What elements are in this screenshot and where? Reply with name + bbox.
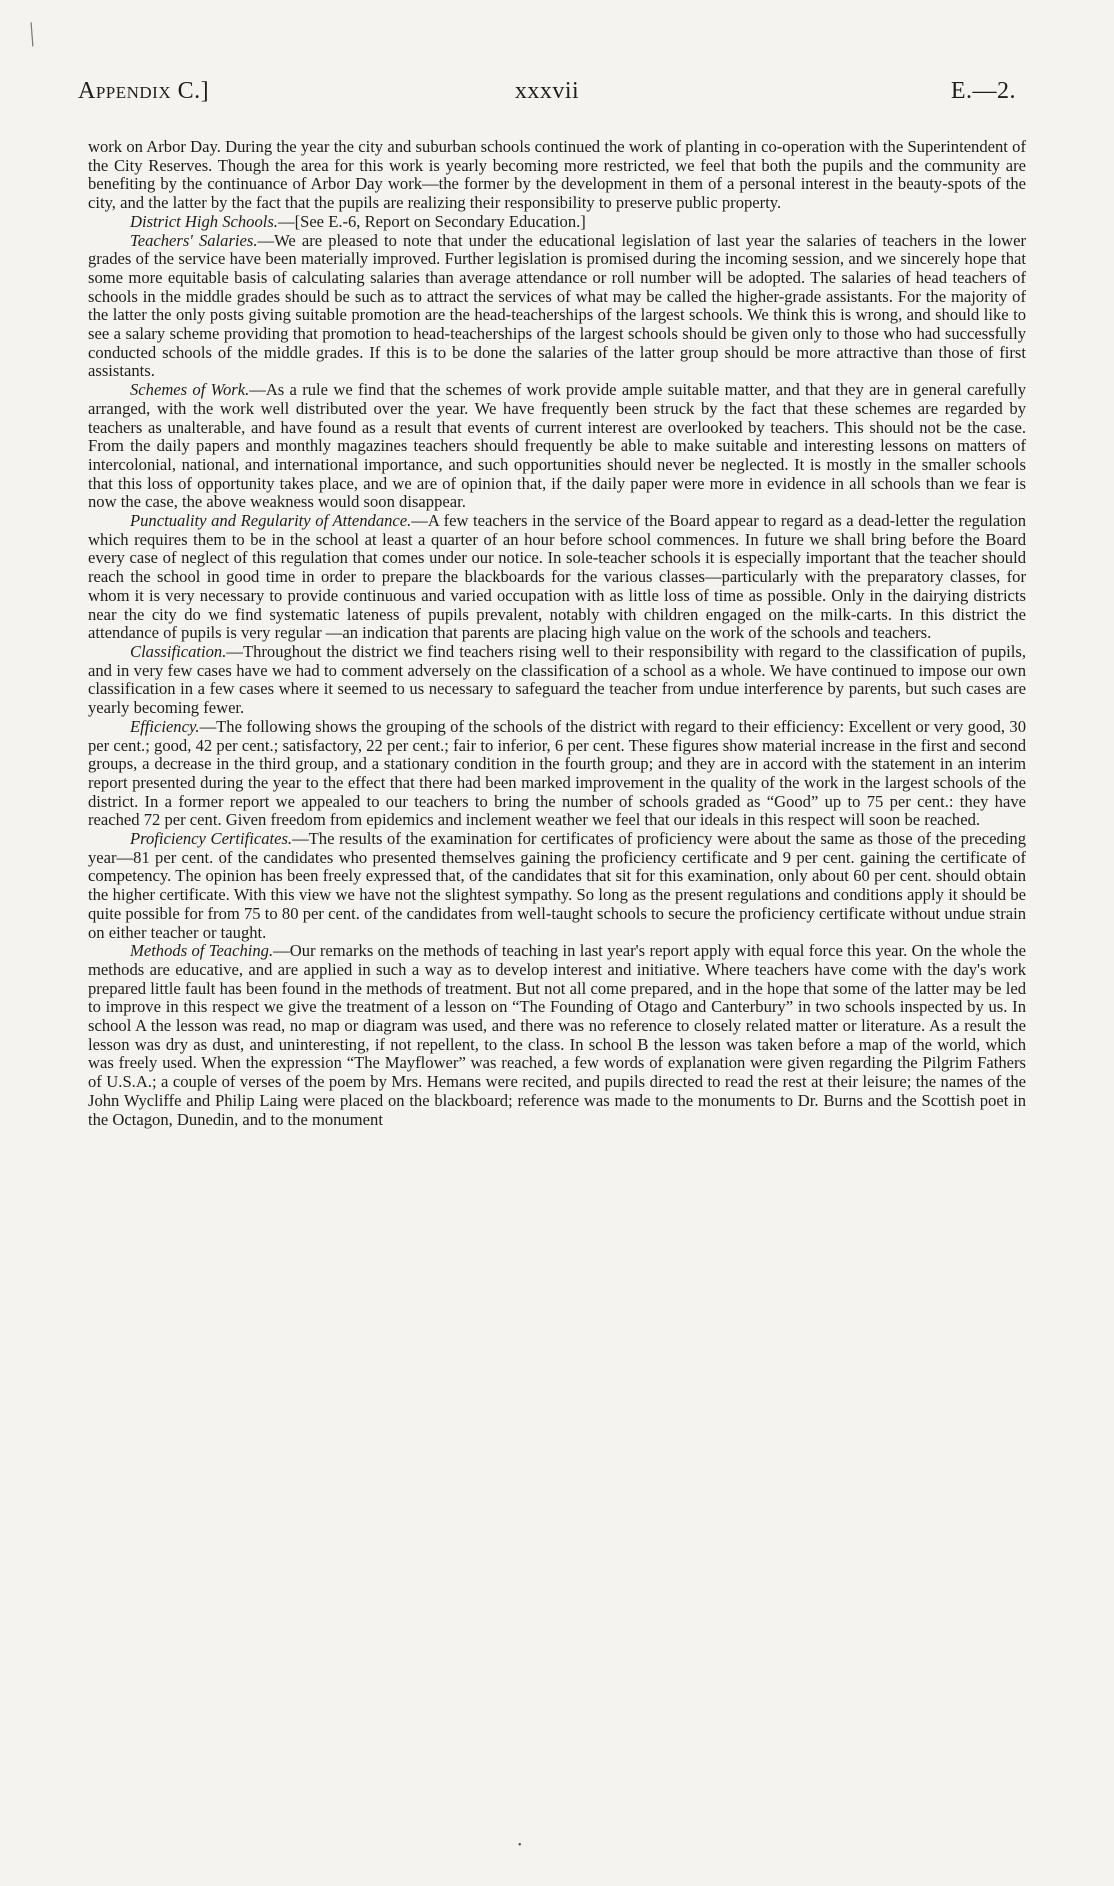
paragraph-heading: Schemes of Work.: [130, 380, 250, 400]
page-header: [78, 70, 1016, 110]
appendix-label: Appendix C.]: [78, 78, 210, 104]
paragraph-proficiency-certificates: Proficiency Certificates.—The results of the examination for certificates of proficiency were about the same as those of the preceding year—81 per cent. of the candidates who presented themselves gaining the proficiency certificate and 9 per cent. gaining the certificate of competency. The opinion has been freely expressed that, of the candidates that sit for this examination, only about 60 per cent. should obtain the higher certificate. With this view we have not the slightest sympathy. So long as the present regulations and conditions apply it should be quite possible for from 75 to 80 per cent. of the candidates from well-taught schools to secure the proficiency certificate without undue strain on either teacher or taught.: [88, 829, 1026, 942]
paragraph-district-high-schools: District High Schools.—[See E.-6, Report on Secondary Education.]: [130, 211, 586, 231]
scan-mark: ⁄: [19, 20, 45, 49]
paragraph-heading: Efficiency.: [130, 716, 200, 736]
paragraph-arbor-day: work on Arbor Day. During the year the city and suburban schools continued the work of planting in co-operation with the Superintendent of the City Reserves. Though the area for this work is yearly becoming more restricted, we feel that both the pupils and the community are benefiting by the continuance of Arbor Day work—the former by the development in them of a personal interest in the beauty-spots of the city, and the latter by the fact that the pupils are realizing their responsibility to preserve public property.: [88, 137, 1026, 213]
paragraph-heading: Teachers' Salaries.: [130, 230, 258, 250]
paragraph-heading: Classification.: [130, 641, 227, 661]
report-code: E.—2.: [950, 78, 1016, 104]
paragraph-heading: Proficiency Certificates.: [130, 829, 293, 849]
paragraph-efficiency: Efficiency.—The following shows the grouping of the schools of the district with regard to their efficiency: Excellent or very good, 30 per cent.; good, 42 per cent.; satisfactory, 22 per cent.; fair to inferior, 6 per cent. These figures show material increase in the first and second groups, a decrease in the third group, and a stationary condition in the fourth group; and they are in accord with the statement in an interim report presented during the year to the effect that there had been marked improvement in the quality of the work in the largest schools of the district. In a former report we appealed to our teachers to bring the number of schools graded as “Good” up to 75 per cent.: they have reached 72 per cent. Given freedom from epidemics and inclement weather we feel that our ideals in this respect will soon be reached.: [88, 716, 1026, 830]
paragraph-schemes-of-work: Schemes of Work.—As a rule we find that the schemes of work provide ample suitable matter, and that they are in general carefully arranged, with the work well distributed over the year. We have frequently been struck by the fact that these schemes are regarded by teachers as unalterable, and have found as a result that events of current interest are overlooked by teachers. This should not be the case. From the daily papers and monthly magazines teachers should frequently be able to make suitable and interesting lessons on matters of intercolonial, national, and international importance, and such opportunities should never be neglected. It is mostly in the smaller schools that this loss of opportunity takes place, and we are of opinion that, if the daily paper were more in evidence in all schools than we fear is now the case, the above weakness would soon disappear.: [88, 380, 1026, 512]
page-number: xxxvii: [514, 78, 580, 104]
report-body: [88, 138, 1026, 1129]
scan-speck: •: [518, 1840, 522, 1851]
paragraph-heading: Punctuality and Regularity of Attendance.: [130, 511, 412, 531]
paragraph-heading: Methods of Teaching.: [130, 941, 274, 961]
paragraph-classification: Classification.—Throughout the district we find teachers rising well to their responsibility with regard to the classification of pupils, and in very few cases have we had to comment adversely on the classification of a school as a whole. We have continued to impose our own classification in a few cases where it seemed to us necessary to safeguard the teacher from undue interference by parents, but such cases are yearly becoming fewer.: [88, 641, 1026, 718]
paragraph-punctuality: Punctuality and Regularity of Attendance.—A few teachers in the service of the Board appear to regard as a dead-letter the regulation which requires them to be in the school at least a quarter of an hour before school commences. In future we shall bring before the Board every case of neglect of this regulation that comes under our notice. In sole-teacher schools it is especially important that the teacher should reach the school in good time in order to prepare the blackboards for the various classes—particularly with the preparatory classes, for whom it is very necessary to provide continuous and varied occupation with as little loss of time as possible. Only in the dairying districts near the city do we find systematic lateness of pupils prevalent, notably with children engaged on the milk-carts. In this district the attendance of pupils is very regular —an indication that parents are placing high value on the work of the schools and teachers.: [88, 511, 1027, 643]
paragraph-methods-of-teaching: Methods of Teaching.—Our remarks on the methods of teaching in last year's report apply with equal force this year. On the whole the methods are educative, and are applied in such a way as to develop interest and initiative. Where teachers have come with the day's work prepared little fault has been found in the methods of treatment. But not all come prepared, and in the hope that some of the latter may be led to improve in this respect we give the treatment of a lesson on “The Founding of Otago and Canterbury” in two schools inspected by us. In school A the lesson was read, no map or diagram was used, and there was no reference to closely related matter or literature. As a result the lesson was dry as dust, and uninteresting, if not repellent, to the class. In school B the lesson was taken before a map of the world, which was freely used. When the expression “The Mayflower” was reached, a few words of explanation were given regarding the Pilgrim Fathers of U.S.A.; a couple of verses of the poem by Mrs. Hemans were recited, and pupils directed to read the rest at their leisure; the names of the John Wycliffe and Philip Laing were placed on the blackboard; reference was made to the monuments to Dr. Burns and the Scottish poet in the Octagon, Dunedin, and to the monument: [88, 941, 1027, 1129]
paragraph-teachers-salaries: Teachers' Salaries.—We are pleased to note that under the educational legislation of last year the salaries of teachers in the lower grades of the service have been materially improved. Further legislation is promised during the incoming session, and we sincerely hope that some more equitable basis of calculating salaries than average attendance or roll number will be adopted. The salaries of head teachers of schools in the middle grades should be such as to attract the services of what may be called the higher-grade assistants. For the majority of the latter the only posts giving suitable promotion are the head-teacherships of the largest schools. We think this is wrong, and should like to see a salary scheme providing that promotion to head-teacherships of the largest schools should be given only to those who had successfully conducted schools of the middle grades. If this is to be done the salaries of the latter group should be more attractive than those of first assistants.: [88, 230, 1026, 381]
paragraph-heading: District High Schools.: [130, 211, 278, 231]
